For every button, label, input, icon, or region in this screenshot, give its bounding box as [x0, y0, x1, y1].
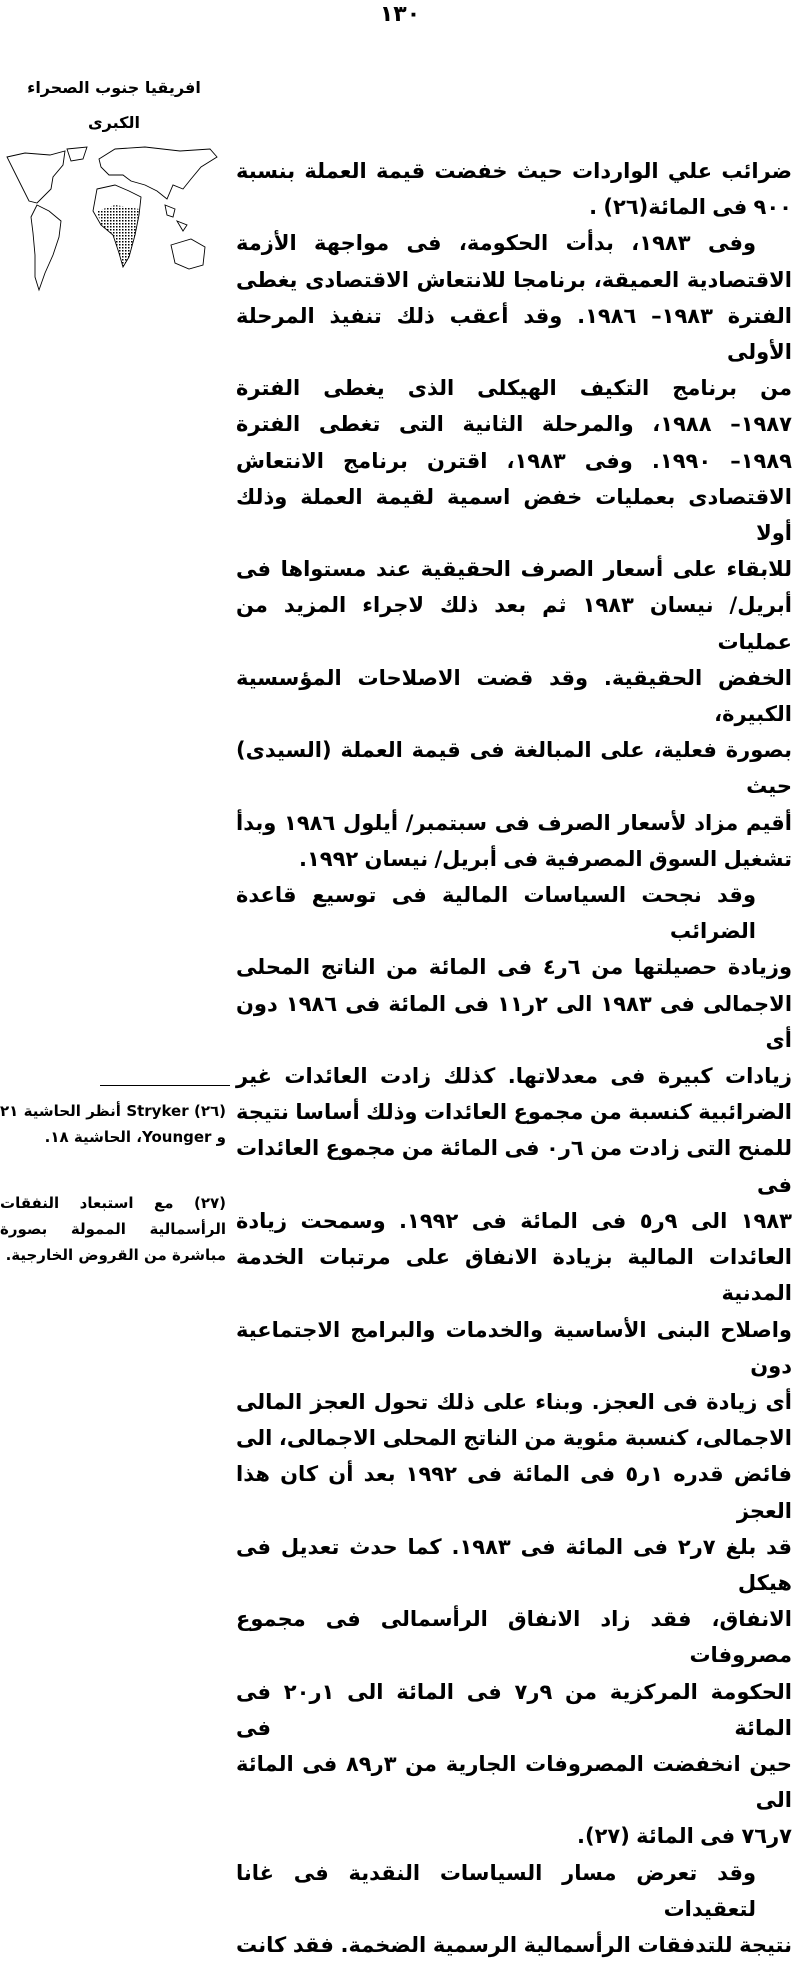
- text-line: أى زيادة فى العجز. وبناء على ذلك تحول العجز المالى: [236, 1389, 792, 1414]
- text-line: الفترة ١٩٨٣– ١٩٨٦. وقد أعقب ذلك تنفيذ المرحلة الأولى: [236, 303, 793, 365]
- text-line: ١٩٨٣ الى ٩ر٥ فى المائة فى ١٩٩٢. وسمحت زيادة: [236, 1208, 792, 1233]
- text-line: وقد نجحت السياسات المالية فى توسيع قاعدة الضرائب: [236, 883, 756, 944]
- text-line: الاقتصادية العميقة، برنامجا للانتعاش الاقتصادى يغطى: [236, 267, 792, 292]
- text-line: وقد تعرض مسار السياسات النقدية فى غانا لتعقيدات: [236, 1860, 756, 1921]
- text-line: ١٩٨٩– ١٩٩٠. وفى ١٩٨٣، اقترن برنامج الانتعاش: [236, 448, 792, 473]
- sidebar-title-line1: افريقيا جنوب الصحراء: [27, 78, 201, 97]
- footnote-26: (٢٦) Stryker أنظر الحاشية ٢١ و Younger، الحاشية ١٨.: [0, 1102, 226, 1146]
- text-line: ٩٠٠ فى المائة(٢٦) .: [589, 195, 792, 220]
- text-line: وزيادة حصيلتها من ٦ر٤ فى المائة من الناتج المحلى: [236, 955, 793, 980]
- text-line: حين انخفضت المصروفات الجارية من ٣ر٨٩ فى المائة الى: [236, 1751, 792, 1813]
- body-text: [236, 153, 792, 1963]
- text-line: العائدات المالية بزيادة الانفاق على مرتبات الخدمة المدنية: [236, 1245, 792, 1306]
- text-line: الانفاق، فقد زاد الانفاق الرأسمالى فى مجموع مصروفات: [236, 1607, 792, 1668]
- text-line: الاجمالى، كنسبة مئوية من الناتج المحلى الاجمالى، الى: [236, 1426, 792, 1451]
- text-line: الاقتصادى بعمليات خفض اسمية لقيمة العملة وذلك أولا: [236, 484, 792, 546]
- text-line: تشغيل السوق المصرفية فى أبريل/ نيسان ١٩٩٢.: [298, 846, 792, 871]
- text-line: بصورة فعلية، على المبالغة فى قيمة العملة (السيدى) حيث: [236, 738, 792, 799]
- text-line: ١٩٨٧– ١٩٨٨، والمرحلة الثانية التى تغطى الفترة: [236, 412, 792, 437]
- text-line: الاجمالى فى ١٩٨٣ الى ٢ر١١ فى المائة فى ١٩٨٦ دون أى: [236, 991, 793, 1052]
- text-line: أبريل/ نيسان ١٩٨٣ ثم بعد ذلك لاجراء المزيد من عمليات: [236, 593, 792, 654]
- world-map-icon: [5, 145, 227, 320]
- text-line: للمنح التى زادت من ٦ر٠ فى المائة من مجموع العائدات فى: [236, 1136, 792, 1197]
- text-line: للابقاء على أسعار الصرف الحقيقية عند مستواها فى: [236, 557, 792, 582]
- footnote-27: (٢٧) مع استبعاد النفقات الرأسمالية الممولة بصورة مباشرة من القروض الخارجية.: [0, 1194, 226, 1264]
- text-line: نتيجة للتدفقات الرأسمالية الرسمية الضخمة. فقد كانت: [236, 1932, 792, 1957]
- text-line: قد بلغ ٧ر٢ فى المائة فى ١٩٨٣. كما حدث تعديل فى هيكل: [236, 1534, 793, 1595]
- sidebar-title-line2: الكبرى: [88, 113, 140, 132]
- text-line: ٧ر٧٦ فى المائة (٢٧).: [577, 1824, 792, 1849]
- footnote-divider: [100, 1085, 230, 1086]
- page-number: ١٣٠: [379, 2, 421, 27]
- text-line: الضرائبية كنسبة من مجموع العائدات وذلك أساسا نتيجة: [236, 1100, 792, 1125]
- text-line: فائض قدره ١ر٥ فى المائة فى ١٩٩٢ بعد أن كان هذا العجز: [236, 1462, 792, 1523]
- text-line: من برنامج التكيف الهيكلى الذى يغطى الفترة: [236, 376, 792, 401]
- text-line: وفى ١٩٨٣، بدأت الحكومة، فى مواجهة الأزمة: [236, 231, 756, 256]
- text-line: أقيم مزاد لأسعار الصرف فى سبتمبر/ أيلول ١٩٨٦ وبدأ: [236, 810, 792, 835]
- text-line: الخفض الحقيقية. وقد قضت الاصلاحات المؤسسية الكبيرة،: [236, 665, 792, 727]
- text-line: الحكومة المركزية من ٩ر٧ فى المائة الى ١ر٢٠ فى المائة فى: [236, 1679, 792, 1740]
- text-line: واصلاح البنى الأساسية والخدمات والبرامج الاجتماعية دون: [236, 1317, 792, 1378]
- text-line: ضرائب علي الواردات حيث خفضت قيمة العملة بنسبة: [236, 159, 792, 183]
- text-line: زيادات كبيرة فى معدلاتها. كذلك زادت العائدات غير: [236, 1064, 792, 1089]
